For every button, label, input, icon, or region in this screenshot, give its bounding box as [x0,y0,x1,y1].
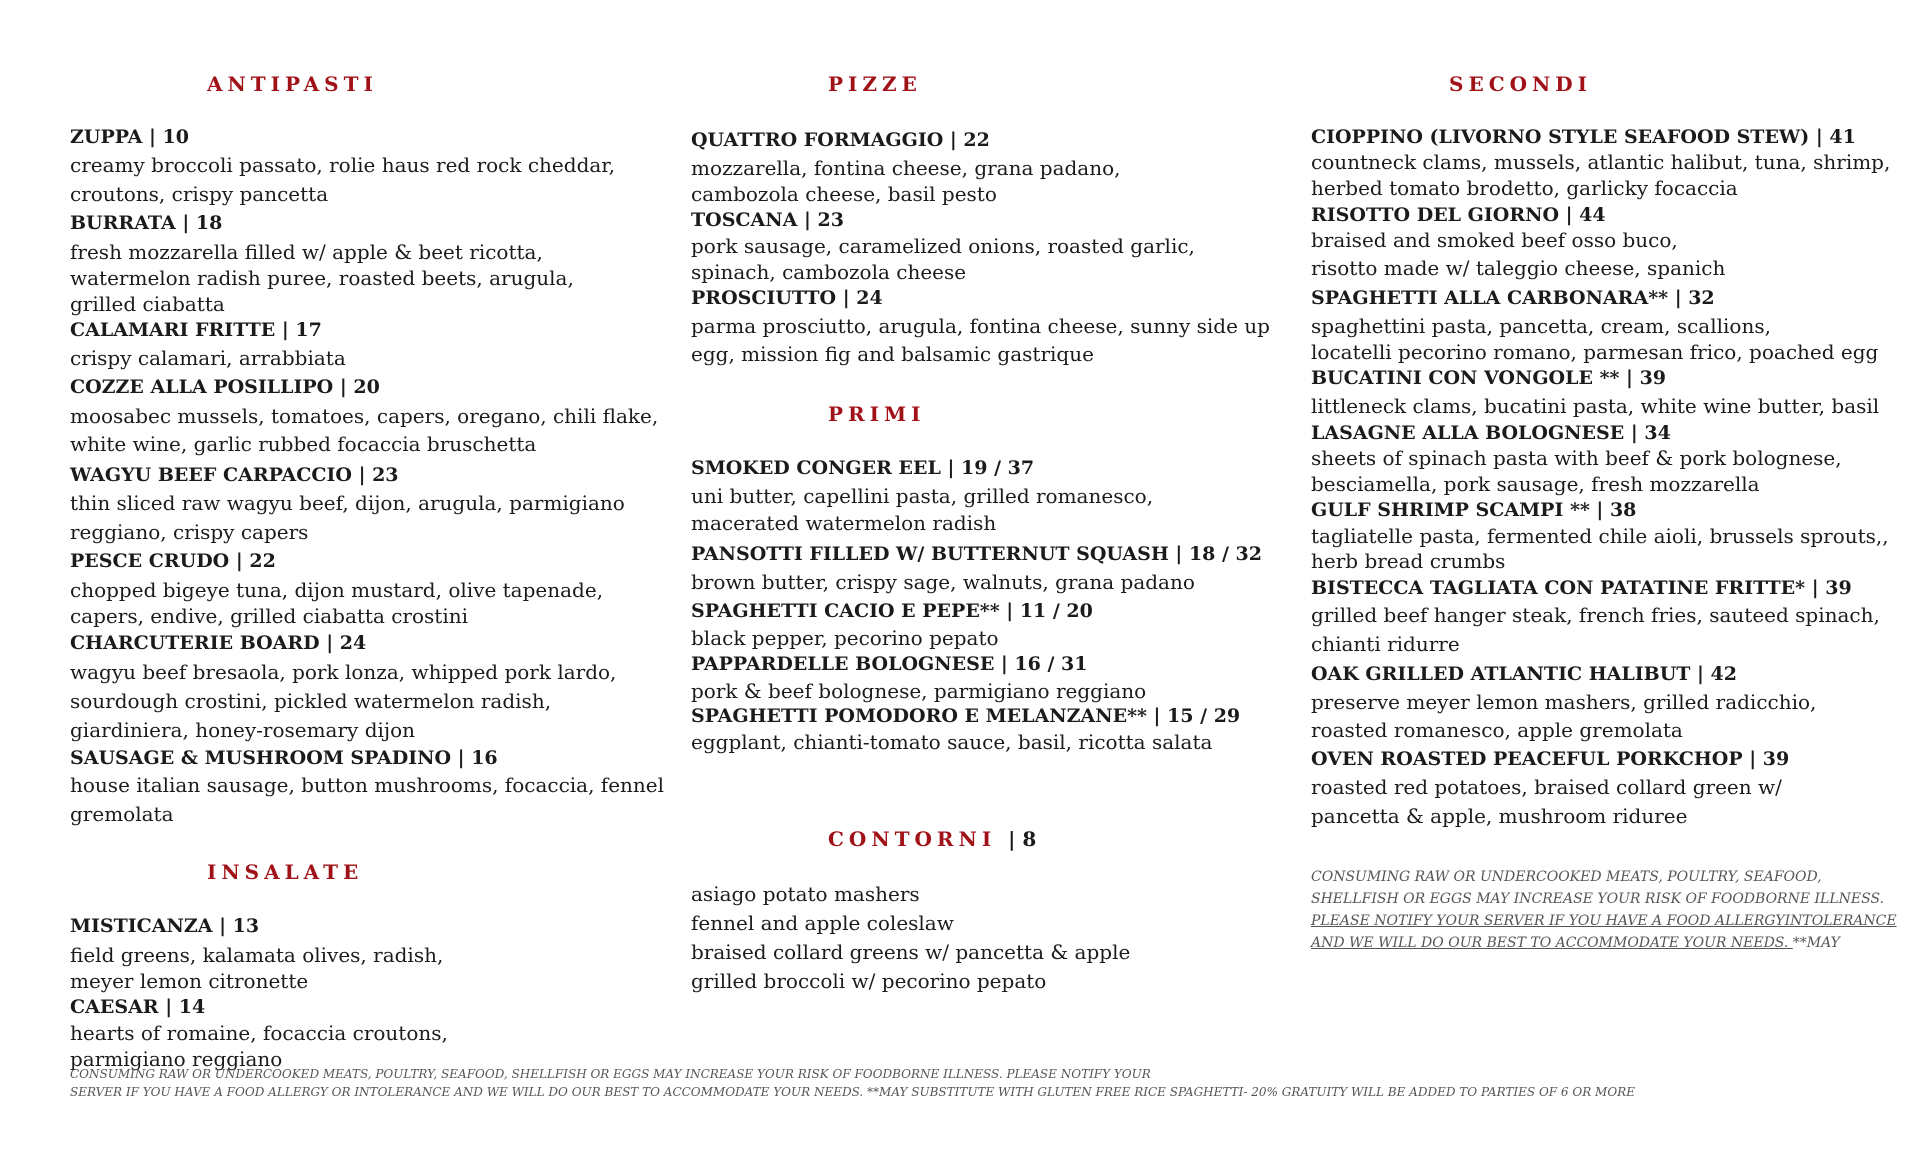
menu-item-name: SPAGHETTI ALLA CARBONARA** | 32 [1311,287,1715,309]
footer-line: SERVER IF YOU HAVE A FOOD ALLERGY OR INTOLERANCE AND WE WILL DO OUR BEST TO ACCOMMODATE YOUR NEEDS. **MAY SUBSTITUTE WITH GLUTEN FREE RICE SPAGHETTI- 20% GRATUITY WILL BE ADDED TO PARTIES OF 6 OR MORE [70,1085,1635,1099]
menu-item-desc: spinach, cambozola cheese [691,260,967,284]
menu-item-desc: chopped bigeye tuna, dijon mustard, olive tapenade, [70,578,604,602]
menu-item-desc: parmigiano reggiano [70,1047,283,1071]
menu-item-name: SMOKED CONGER EEL | 19 / 37 [691,457,1035,479]
menu-item-name: QUATTRO FORMAGGIO | 22 [691,129,990,151]
menu-item-desc: meyer lemon citronette [70,969,309,993]
menu-item-desc: hearts of romaine, focaccia croutons, [70,1021,448,1045]
menu-item-desc: crispy calamari, arrabbiata [70,346,346,370]
side-item: grilled broccoli w/ pecorino pepato [691,969,1047,993]
menu-item-desc: moosabec mussels, tomatoes, capers, oregano, chili flake, [70,404,659,428]
menu-item-name: CIOPPINO (LIVORNO STYLE SEAFOOD STEW) | 41 [1311,126,1856,148]
menu-item-name: SPAGHETTI POMODORO E MELANZANE** | 15 / 29 [691,705,1241,727]
menu-item-name: CHARCUTERIE BOARD | 24 [70,632,367,654]
menu-item-name: BURRATA | 18 [70,212,223,234]
menu-item-desc: eggplant, chianti-tomato sauce, basil, ricotta salata [691,730,1213,754]
menu-item-desc: sheets of spinach pasta with beef & pork bolognese, [1311,446,1842,470]
menu-item-desc: pancetta & apple, mushroom riduree [1311,804,1688,828]
menu-item-desc: besciamella, pork sausage, fresh mozzarella [1311,472,1760,496]
menu-item-name: LASAGNE ALLA BOLOGNESE | 34 [1311,422,1671,444]
menu-item-desc: creamy broccoli passato, rolie haus red rock cheddar, [70,153,616,177]
menu-item-desc: cambozola cheese, basil pesto [691,182,997,206]
side-item: fennel and apple coleslaw [691,911,954,935]
secondi-heading: SECONDI [1449,72,1593,96]
side-item: asiago potato mashers [691,882,920,906]
menu-item-desc: herbed tomato brodetto, garlicky focaccia [1311,176,1738,200]
contorni-price: | 8 [1008,827,1037,851]
menu-item-desc: grilled ciabatta [70,292,225,316]
antipasti-heading: ANTIPASTI [207,72,378,96]
menu-item-desc: capers, endive, grilled ciabatta crostini [70,604,468,628]
menu-item-desc: grilled beef hanger steak, french fries, sauteed spinach, [1311,603,1880,627]
menu-item-name: PAPPARDELLE BOLOGNESE | 16 / 31 [691,653,1088,675]
menu-item-name: PANSOTTI FILLED W/ BUTTERNUT SQUASH | 18 / 32 [691,543,1263,565]
insalate-heading: INSALATE [207,860,364,884]
menu-item-desc: field greens, kalamata olives, radish, [70,943,444,967]
menu-item-desc: wagyu beef bresaola, pork lonza, whipped pork lardo, [70,660,617,684]
menu-item-desc: parma prosciutto, arugula, fontina cheese, sunny side up [691,314,1270,338]
menu-item-desc: braised and smoked beef osso buco, [1311,228,1678,252]
menu-item-desc: macerated watermelon radish [691,511,997,535]
notice-tail: **MAY [1792,935,1840,951]
menu-item-desc: gremolata [70,802,174,826]
menu-item-desc: roasted red potatoes, braised collard green w/ [1311,775,1782,799]
menu-item-desc: watermelon radish puree, roasted beets, arugula, [70,266,574,290]
menu-item-desc: white wine, garlic rubbed focaccia bruschetta [70,432,537,456]
menu-item-desc: uni butter, capellini pasta, grilled romanesco, [691,484,1154,508]
menu-item-name: BUCATINI CON VONGOLE ** | 39 [1311,367,1667,389]
notice-underlined-text: PLEASE NOTIFY YOUR SERVER IF YOU HAVE A FOOD ALLERGYINTOLERANCE [1311,913,1897,929]
menu-item-name: COZZE ALLA POSILLIPO | 20 [70,376,380,398]
menu-item-desc: thin sliced raw wagyu beef, dijon, arugula, parmigiano [70,491,625,515]
pizze-heading: PIZZE [828,72,922,96]
menu-item-name: MISTICANZA | 13 [70,915,260,937]
menu-item-name: RISOTTO DEL GIORNO | 44 [1311,204,1606,226]
menu-item-desc: brown butter, crispy sage, walnuts, grana padano [691,570,1195,594]
contorni-title: CONTORNI [828,827,997,851]
menu-item-name: CAESAR | 14 [70,996,206,1018]
menu-item-name: ZUPPA | 10 [70,126,189,148]
menu-item-desc: pork sausage, caramelized onions, roasted garlic, [691,234,1195,258]
footer-line: CONSUMING RAW OR UNDERCOOKED MEATS, POULTRY, SEAFOOD, SHELLFISH OR EGGS MAY INCREASE YOUR RISK OF FOODBORNE ILLNESS. PLEASE NOTIFY YOUR [70,1067,1151,1081]
menu-item-name: BISTECCA TAGLIATA CON PATATINE FRITTE* | 39 [1311,577,1852,599]
menu-item-desc: roasted romanesco, apple gremolata [1311,718,1683,742]
menu-item-desc: sourdough crostini, pickled watermelon radish, [70,689,552,713]
side-item: braised collard greens w/ pancetta & apple [691,940,1131,964]
menu-item-desc: black pepper, pecorino pepato [691,626,999,650]
contorni-heading [828,827,1036,851]
menu-item-desc: locatelli pecorino romano, parmesan frico, poached egg [1311,340,1879,364]
menu-item-desc: risotto made w/ taleggio cheese, spanich [1311,256,1726,280]
menu-item-name: GULF SHRIMP SCAMPI ** | 38 [1311,499,1637,521]
notice-line: SHELLFISH OR EGGS MAY INCREASE YOUR RISK OF FOODBORNE ILLNESS. [1311,891,1884,907]
menu-item-desc: preserve meyer lemon mashers, grilled radicchio, [1311,690,1817,714]
menu-item-name: OAK GRILLED ATLANTIC HALIBUT | 42 [1311,663,1737,685]
menu-item-desc: chianti ridurre [1311,632,1460,656]
menu-item-desc: herb bread crumbs [1311,549,1506,573]
menu-item-desc: fresh mozzarella filled w/ apple & beet ricotta, [70,240,543,264]
menu-item-desc: countneck clams, mussels, atlantic halibut, tuna, shrimp, [1311,150,1891,174]
menu-item-desc: spaghettini pasta, pancetta, cream, scallions, [1311,314,1771,338]
menu-item-desc: pork & beef bolognese, parmigiano reggiano [691,679,1147,703]
menu-item-desc: house italian sausage, button mushrooms, focaccia, fennel [70,773,665,797]
menu-item-desc: giardiniera, honey-rosemary dijon [70,718,416,742]
menu-item-desc: croutons, crispy pancetta [70,182,329,206]
notice-line [1311,910,1897,932]
menu-item-name: SAUSAGE & MUSHROOM SPADINO | 16 [70,747,498,769]
menu-item-name: OVEN ROASTED PEACEFUL PORKCHOP | 39 [1311,748,1790,770]
menu-item-name: WAGYU BEEF CARPACCIO | 23 [70,464,399,486]
notice-line: CONSUMING RAW OR UNDERCOOKED MEATS, POULTRY, SEAFOOD, [1311,869,1822,885]
menu-item-name: TOSCANA | 23 [691,209,844,231]
menu-item-desc: littleneck clams, bucatini pasta, white wine butter, basil [1311,394,1880,418]
menu-item-desc: mozzarella, fontina cheese, grana padano, [691,156,1121,180]
menu-item-name: PROSCIUTTO | 24 [691,287,883,309]
menu-item-desc: tagliatelle pasta, fermented chile aioli, brussels sprouts,, [1311,524,1889,548]
notice-underlined-text: AND WE WILL DO OUR BEST TO ACCOMMODATE YOUR NEEDS. [1311,935,1793,951]
menu-item-name: PESCE CRUDO | 22 [70,550,276,572]
menu-item-name: CALAMARI FRITTE | 17 [70,319,322,341]
menu-item-desc: egg, mission fig and balsamic gastrique [691,342,1094,366]
menu-item-name: SPAGHETTI CACIO E PEPE** | 11 / 20 [691,600,1093,622]
primi-heading: PRIMI [828,402,926,426]
notice-line [1311,932,1840,954]
menu-item-desc: reggiano, crispy capers [70,520,309,544]
